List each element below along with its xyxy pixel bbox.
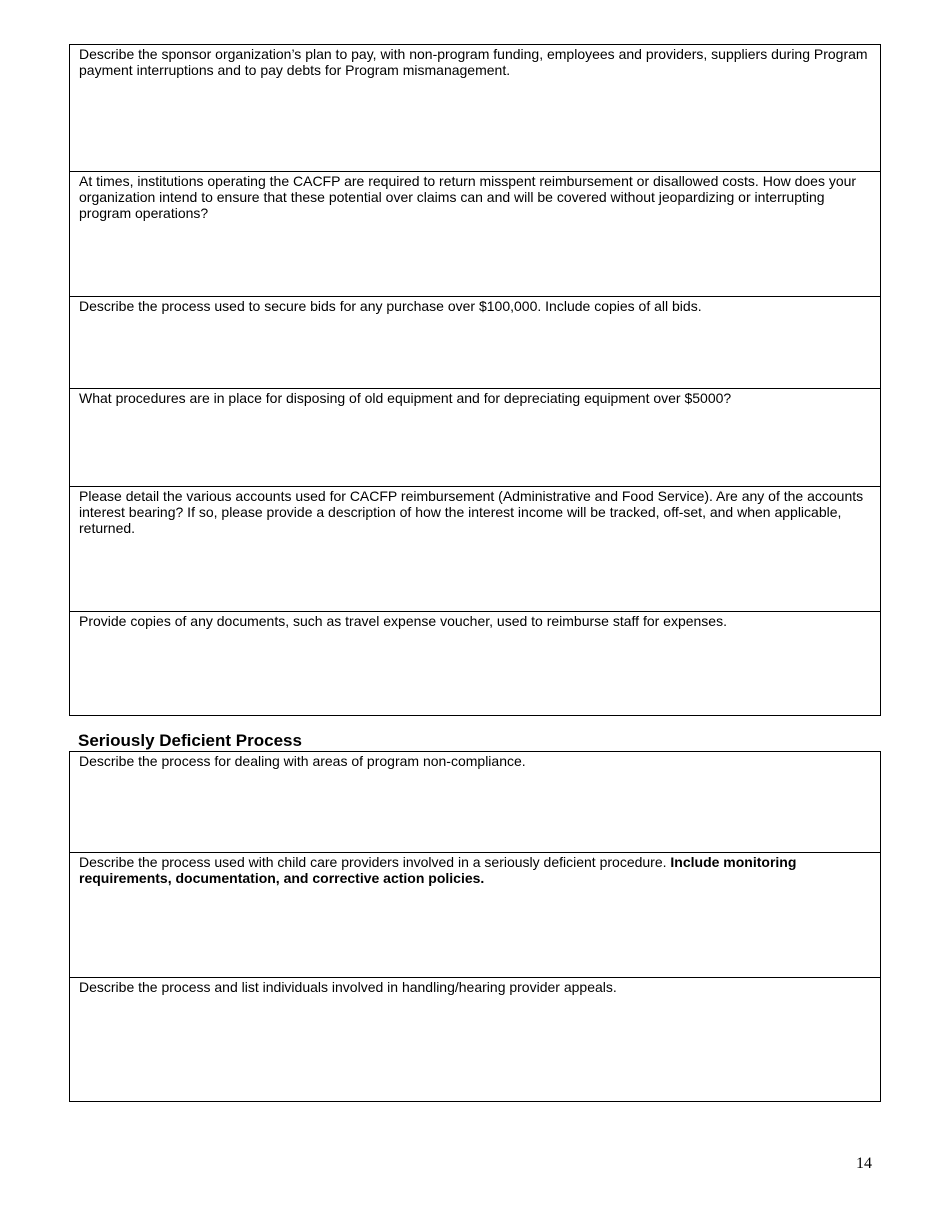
financial-management-table [69,44,881,716]
question-row-provider-appeals[interactable] [70,977,880,1101]
question-text-bold: Include monitoring requirements, documentation, and corrective action policies. [79,854,797,886]
section-heading: Seriously Deficient Process [78,731,302,750]
question-row-non-compliance[interactable] [70,752,880,852]
question-row-payment-interruption-plan[interactable] [70,45,880,171]
question-text: Describe the process and list individuals involved in handling/hearing provider appeals. [79,979,617,995]
question-text: Please detail the various accounts used for CACFP reimbursement (Administrative and Food Service). Are any of the accounts interest bearing? If so, please provide a description of how the interest income will be tracked, off-set, and when applicable, returned. [79,488,864,536]
question-text: Describe the process used to secure bids for any purchase over $100,000. Include copies of all bids. [79,298,702,314]
question-text-regular: Describe the process used with child care providers involved in a seriously deficient procedure. [79,854,671,870]
question-text: Describe the process for dealing with areas of program non-compliance. [79,753,526,769]
question-row-reimbursement-accounts[interactable] [70,486,880,611]
question-text: At times, institutions operating the CACFP are required to return misspent reimbursement or disallowed costs. How does your organization intend to ensure that these potential over claims can and will be covered without jeopardizing or interrupting program operations? [79,173,857,221]
page-number: 14 [856,1155,872,1172]
question-row-bid-process[interactable] [70,296,880,388]
question-text: What procedures are in place for disposing of old equipment and for depreciating equipment over $5000? [79,390,732,406]
question-text [79,854,871,886]
question-row-staff-expense-documents[interactable] [70,611,880,715]
seriously-deficient-table [69,751,881,1102]
question-text: Describe the sponsor organization’s plan to pay, with non-program funding, employees and providers, suppliers during Program payment interruptions and to pay debts for Program mismanagement. [79,46,868,78]
question-text: Provide copies of any documents, such as travel expense voucher, used to reimburse staff for expenses. [79,613,727,629]
question-row-seriously-deficient-procedure[interactable] [70,852,880,977]
question-row-equipment-disposal[interactable] [70,388,880,486]
question-row-overclaim-coverage[interactable] [70,171,880,296]
